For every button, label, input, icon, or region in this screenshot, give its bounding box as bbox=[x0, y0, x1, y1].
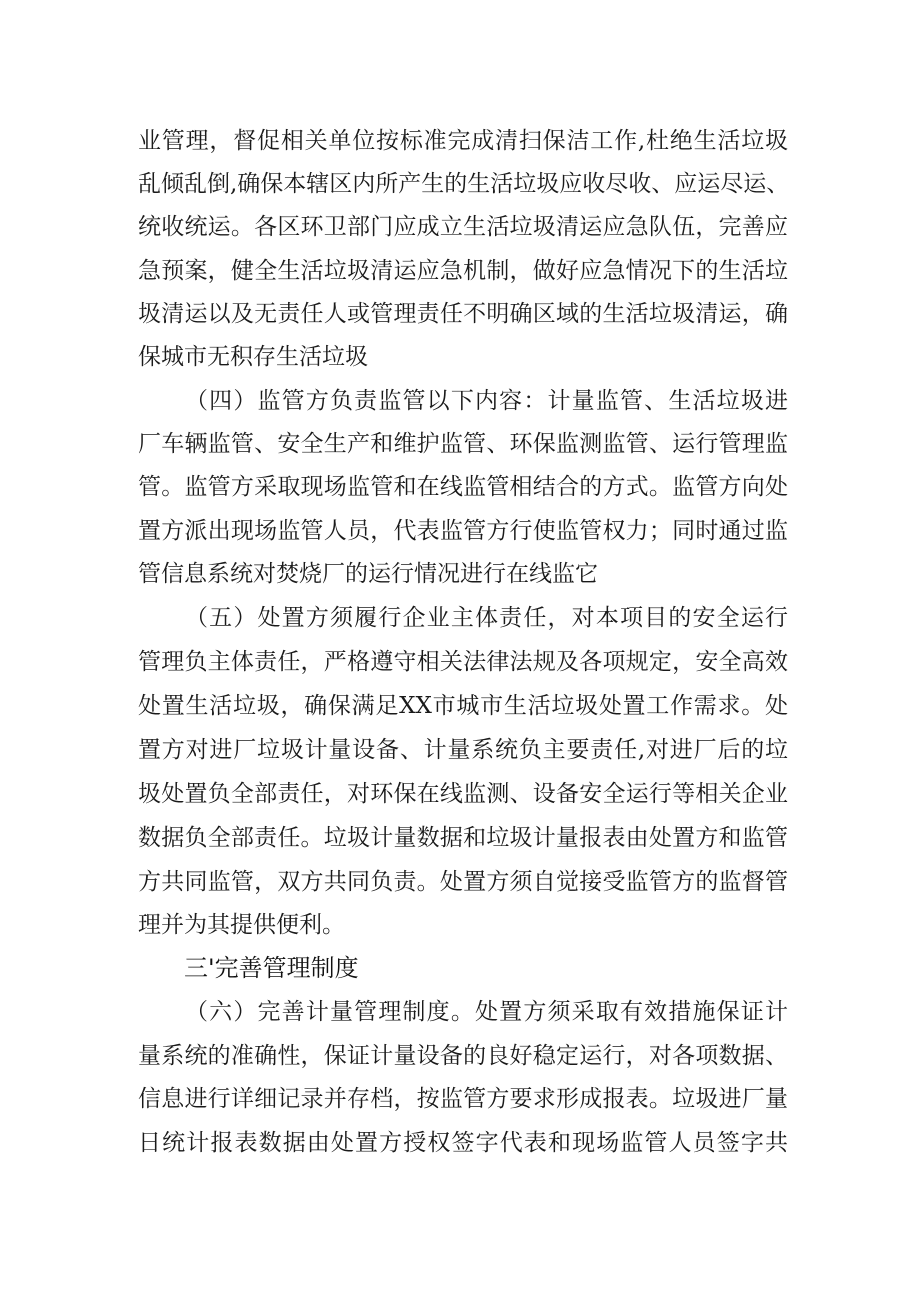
body-text-line: 厂车辆监管、安全生产和维护监管、环保监测监管、运行管理监 bbox=[138, 431, 788, 457]
body-text-line: 方共同监管，双方共同负责。处置方须自觉接受监管方的监督管 bbox=[138, 869, 788, 895]
body-text-line: 日统计报表数据由处置方授权签字代表和现场监管人员签字共 bbox=[138, 1130, 788, 1156]
body-text-line: 急预案，健全生活垃圾清运应急机制，做好应急情况下的生活垃 bbox=[138, 258, 788, 284]
body-text-line: 置方派出现场监管人员，代表监管方行使监管权力；同时通过监 bbox=[138, 518, 788, 544]
body-text-line: 统收统运。各区环卫部门应成立生活垃圾清运应急队伍，完善应 bbox=[138, 214, 788, 240]
body-text-line: 业管理，督促相关单位按标准完成清扫保洁工作,杜绝生活垃圾 bbox=[138, 128, 788, 154]
body-text-line: 信息进行详细记录并存档，按监管方要求形成报表。垃圾进厂量 bbox=[138, 1086, 788, 1112]
body-text-line: 管理负主体责任，严格遵守相关法律法规及各项规定，安全高效 bbox=[138, 649, 788, 675]
paragraph-first-line: （六）完善计量管理制度。处置方须采取有效措施保证计 bbox=[185, 999, 788, 1025]
body-text-line: 保城市无积存生活垃圾 bbox=[138, 344, 368, 370]
paragraph-first-line: （五）处置方须履行企业主体责任，对本项目的安全运行 bbox=[185, 605, 788, 631]
body-text-line: 数据负全部责任。垃圾计量数据和垃圾计量报表由处置方和监管 bbox=[138, 825, 788, 851]
section-heading: 三'完善管理制度 bbox=[184, 954, 359, 982]
body-text-line: 管。监管方采取现场监管和在线监管相结合的方式。监管方向处 bbox=[138, 474, 788, 500]
body-text-line: 乱倾乱倒,确保本辖区内所产生的生活垃圾应收尽收、应运尽运、 bbox=[138, 171, 790, 197]
body-text-line: 理并为其提供便利。 bbox=[138, 912, 345, 938]
body-text-line: 管信息系统对焚烧厂的运行情况进行在线监它 bbox=[138, 561, 598, 587]
body-text-line: 圾处置负全部责任，对环保在线监测、设备安全运行等相关企业 bbox=[138, 781, 788, 807]
body-text-line: 量系统的准确性，保证计量设备的良好稳定运行，对各项数据、 bbox=[138, 1043, 788, 1069]
body-text-line: 圾清运以及无责任人或管理责任不明确区域的生活垃圾清运，确 bbox=[138, 301, 788, 327]
body-text-line: 置方对进厂垃圾计量设备、计量系统负主要责任,对进厂后的垃 bbox=[138, 737, 788, 763]
body-text-line: 处置生活垃圾，确保满足XX市城市生活垃圾处置工作需求。处 bbox=[138, 693, 788, 719]
paragraph-first-line: （四）监管方负责监管以下内容：计量监管、生活垃圾进 bbox=[185, 388, 788, 414]
